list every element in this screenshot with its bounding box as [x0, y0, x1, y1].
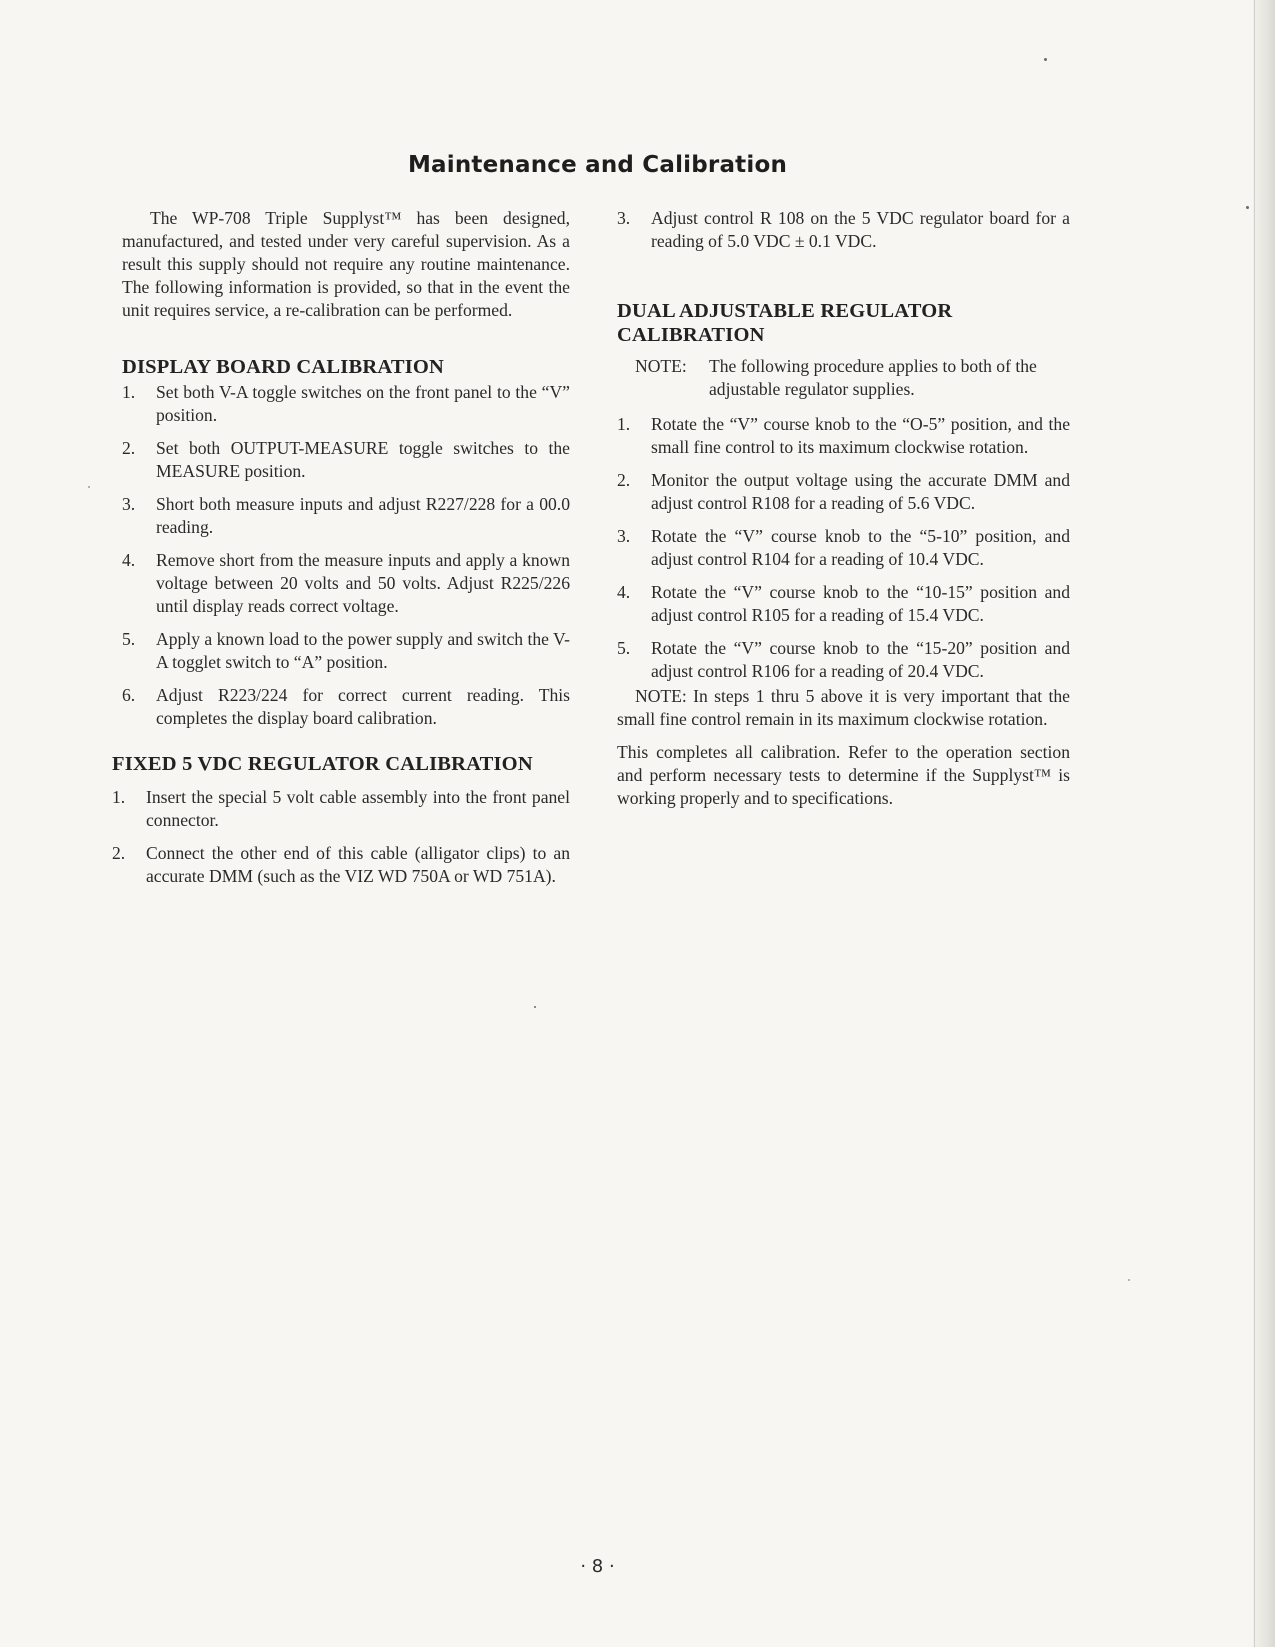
paper-speck [1246, 206, 1249, 209]
step-number: 1. [122, 382, 136, 402]
step-number: 1. [112, 787, 126, 807]
step-text: Monitor the output voltage using the accurate DMM and adjust control R108 for a reading of 5.6 VDC. [651, 470, 1070, 513]
paper-speck [534, 1006, 536, 1008]
left-column [112, 207, 570, 898]
list-item [122, 628, 570, 674]
step-number: 6. [122, 685, 136, 705]
paper-speck [88, 486, 90, 488]
step-number: 2. [617, 470, 631, 490]
display-board-heading: DISPLAY BOARD CALIBRATION [122, 356, 445, 378]
step-text: Adjust R223/224 for correct current reading. This completes the display board calibration. [156, 685, 570, 728]
step-number: 3. [617, 526, 631, 546]
list-item [112, 786, 570, 832]
note-label: NOTE: [635, 356, 687, 376]
list-item [112, 842, 570, 888]
step-number: 2. [122, 438, 136, 458]
page-number: · 8 · [580, 1556, 615, 1577]
step-text: Rotate the “V” course knob to the “10-15” position and adjust control R105 for a reading of 15.4 VDC. [651, 582, 1070, 625]
intro-paragraph: The WP-708 Triple Supplyst™ has been designed, manufactured, and tested under very careful supervision. As a result this supply should not require any routine maintenance. The following information is provided, so that in the event the unit requires service, a re-calibration can be performed. [122, 208, 570, 320]
step-number: 5. [122, 629, 136, 649]
fixed-5vdc-steps-continued [617, 207, 1070, 253]
note-text: The following procedure applies to both of the adjustable regulator supplies. [709, 356, 1037, 399]
list-item [617, 581, 1070, 627]
step-number: 3. [617, 208, 631, 228]
step-text: Rotate the “V” course knob to the “5-10” position, and adjust control R104 for a reading of 10.4 VDC. [651, 526, 1070, 569]
list-item [617, 207, 1070, 253]
step-text: Remove short from the measure inputs and apply a known voltage between 20 volts and 50 volts. Adjust R225/226 until display reads correct voltage. [156, 550, 570, 616]
dual-adjustable-heading: DUAL ADJUSTABLE REGULATOR CALIBRATION [617, 300, 953, 346]
list-item [122, 381, 570, 427]
paper-speck [1044, 58, 1047, 61]
list-item [617, 413, 1070, 459]
note-block [617, 355, 1070, 401]
list-item [122, 549, 570, 618]
step-number: 3. [122, 494, 136, 514]
page-edge-line [1254, 0, 1255, 1647]
step-number: 5. [617, 638, 631, 658]
right-column [617, 207, 1070, 810]
step-text: Set both V-A toggle switches on the front panel to the “V” position. [156, 382, 570, 425]
list-item [122, 493, 570, 539]
fixed-5vdc-heading: FIXED 5 VDC REGULATOR CALIBRATION [112, 753, 533, 775]
page-edge [1253, 0, 1275, 1647]
fixed-5vdc-steps [112, 786, 570, 888]
list-item [617, 637, 1070, 683]
paper-speck [1128, 1279, 1130, 1281]
closing-paragraph: This completes all calibration. Refer to the operation section and perform necessary tests to determine if the Supplyst™ is working properly and to specifications. [617, 742, 1070, 808]
step-number: 4. [617, 582, 631, 602]
list-item [617, 525, 1070, 571]
step-text: Adjust control R 108 on the 5 VDC regulator board for a reading of 5.0 VDC ± 0.1 VDC. [651, 208, 1070, 251]
step-text: Apply a known load to the power supply and switch the V-A togglet switch to “A” position. [156, 629, 570, 672]
step-number: 1. [617, 414, 631, 434]
step-text: Insert the special 5 volt cable assembly into the front panel connector. [146, 787, 570, 830]
important-note: NOTE: In steps 1 thru 5 above it is very important that the small fine control remain in its maximum clockwise rotation. [617, 686, 1070, 729]
step-text: Short both measure inputs and adjust R227/228 for a 00.0 reading. [156, 494, 570, 537]
step-text: Rotate the “V” course knob to the “O-5” position, and the small fine control to its maximum clockwise rotation. [651, 414, 1070, 457]
dual-adjustable-steps [617, 413, 1070, 683]
list-item [617, 469, 1070, 515]
list-item [122, 684, 570, 730]
step-number: 2. [112, 843, 126, 863]
step-number: 4. [122, 550, 136, 570]
page-title: Maintenance and Calibration [407, 152, 788, 178]
display-board-steps [112, 381, 570, 730]
step-text: Set both OUTPUT-MEASURE toggle switches to the MEASURE position. [156, 438, 570, 481]
step-text: Connect the other end of this cable (alligator clips) to an accurate DMM (such as the VIZ WD 750A or WD 751A). [146, 843, 570, 886]
step-text: Rotate the “V” course knob to the “15-20” position and adjust control R106 for a reading of 20.4 VDC. [651, 638, 1070, 681]
list-item [122, 437, 570, 483]
